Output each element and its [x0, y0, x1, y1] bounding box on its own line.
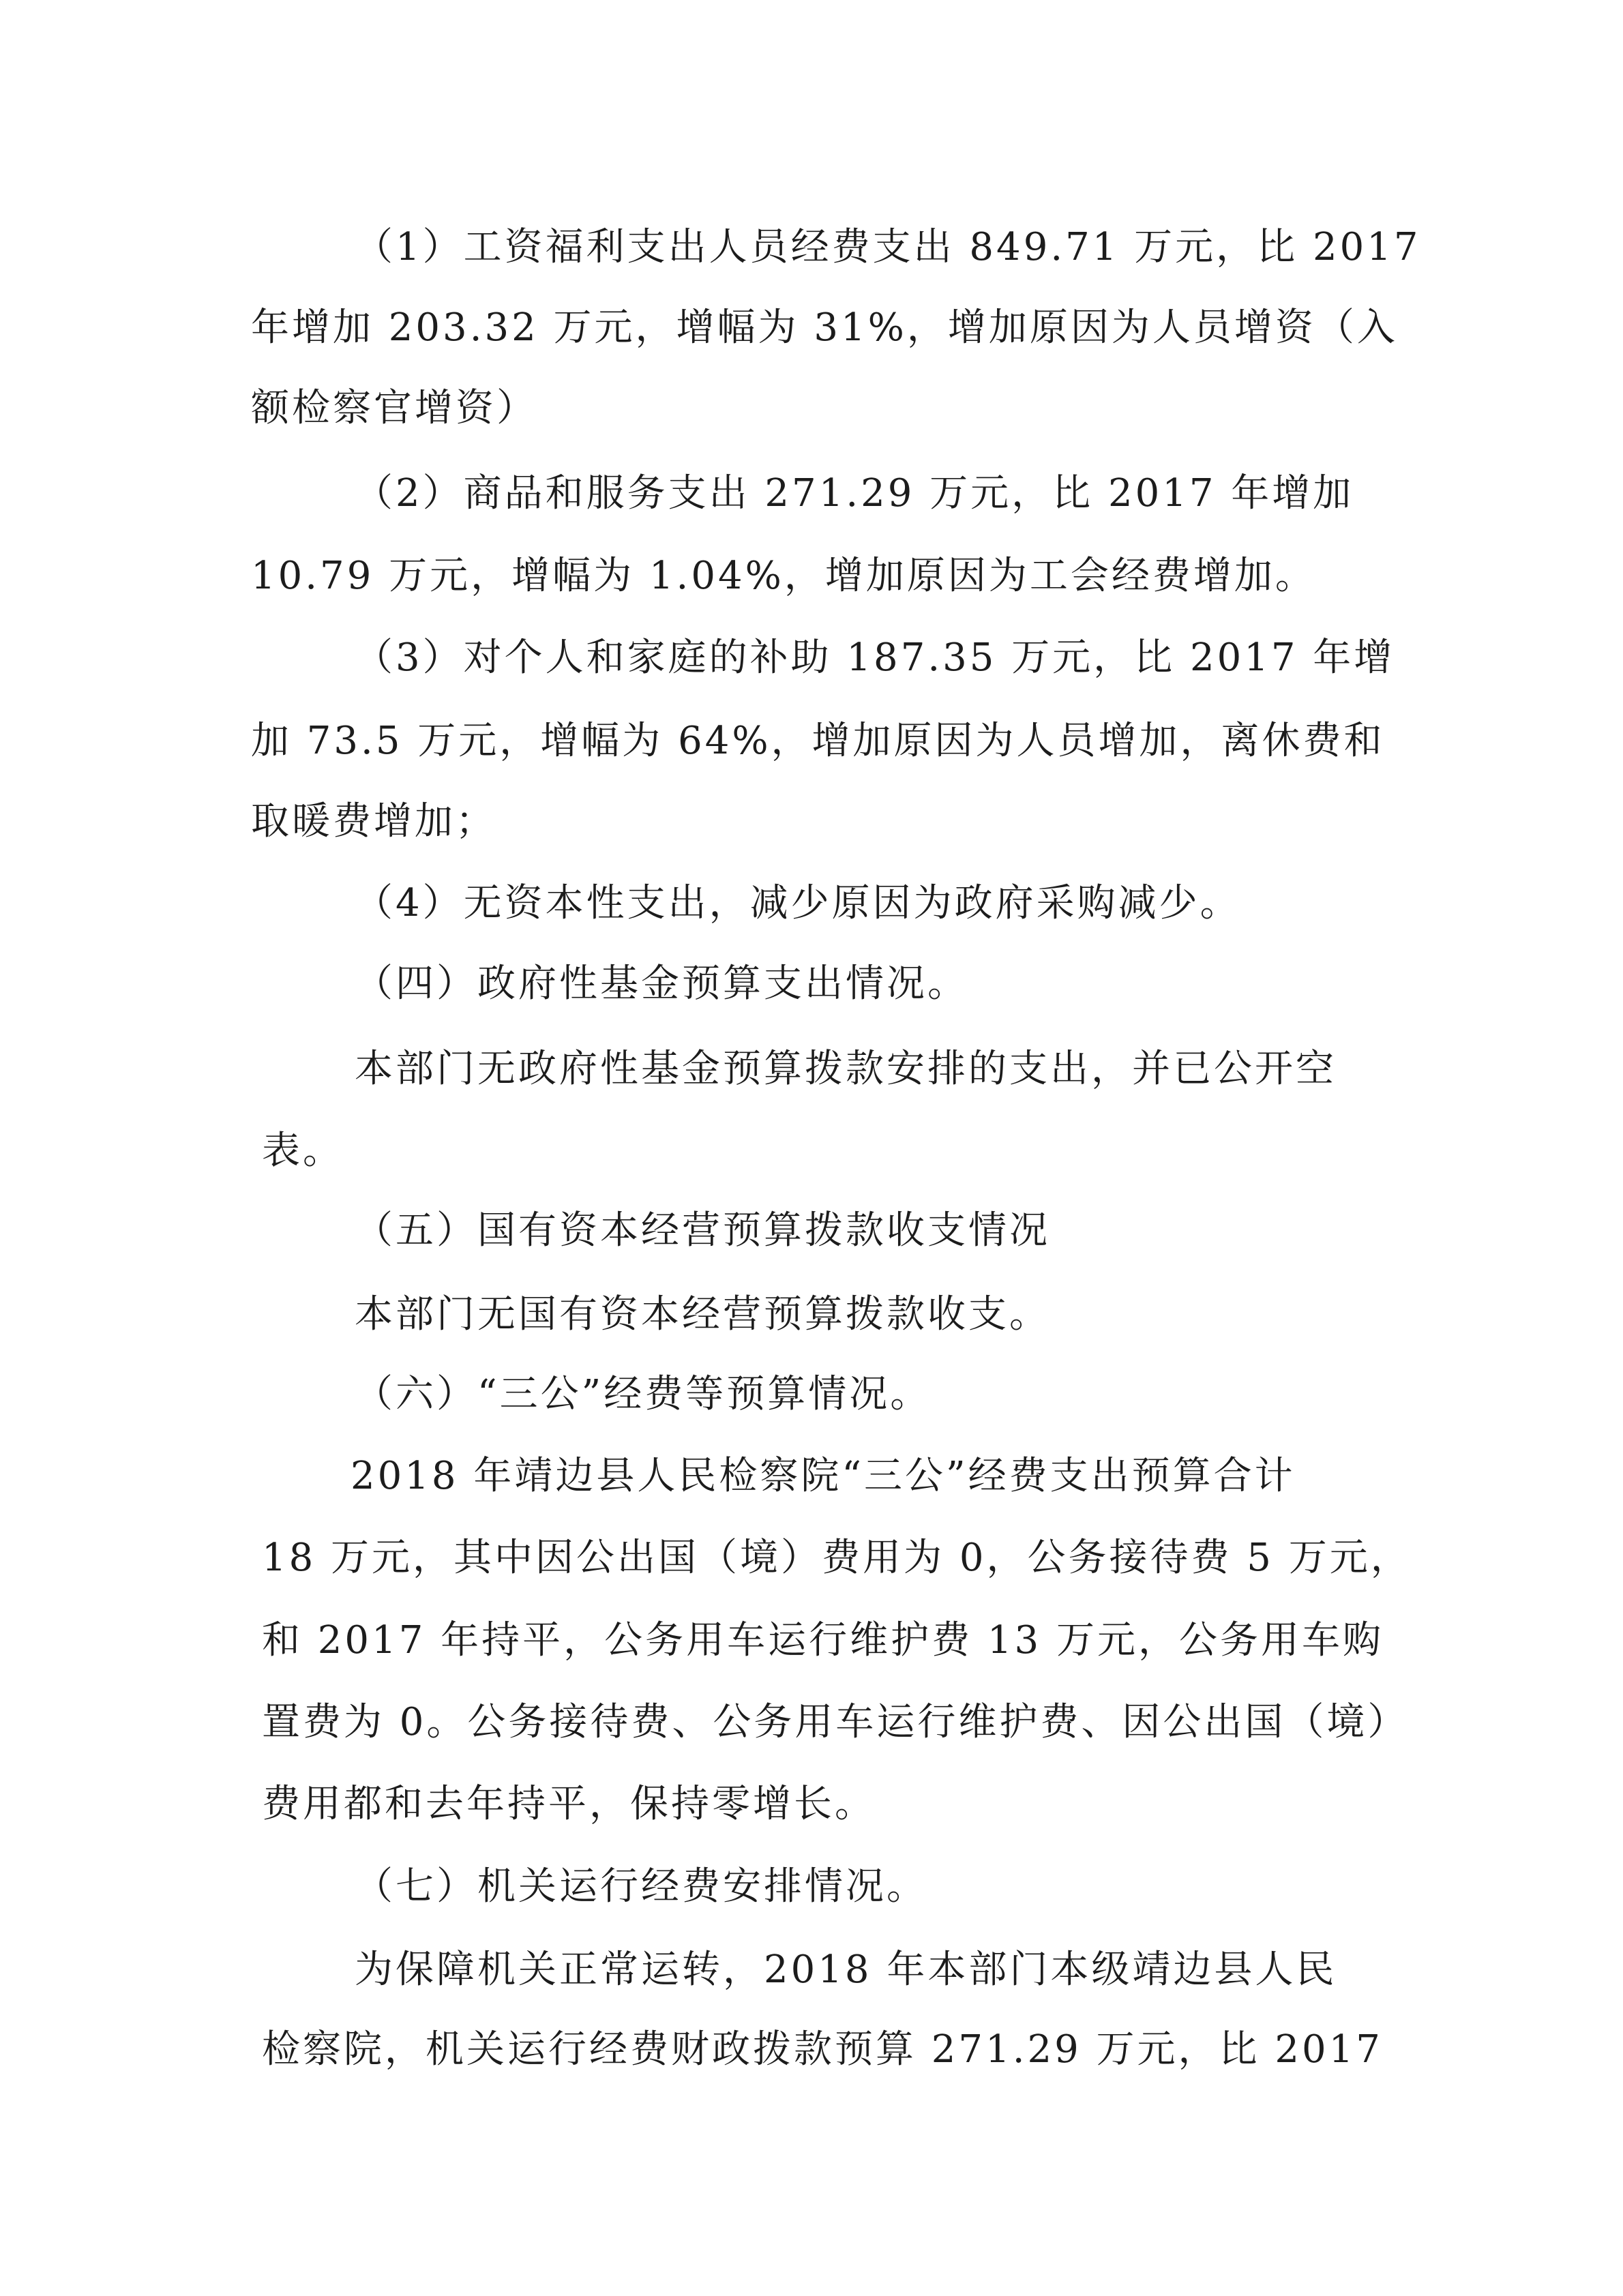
text-line: （1）工资福利支出人员经费支出 849.71 万元，比 2017: [355, 225, 1421, 269]
text-line: （2）商品和服务支出 271.29 万元，比 2017 年增加: [355, 471, 1354, 516]
text-line: 10.79 万元，增幅为 1.04%，增加原因为工会经费增加。: [251, 554, 1316, 598]
text-line: 2018 年靖边县人民检察院“三公”经费支出预算合计: [351, 1454, 1296, 1498]
text-line: 费用都和去年持平，保持零增长。: [262, 1782, 876, 1826]
section-heading: （七）机关运行经费安排情况。: [355, 1864, 927, 1909]
text-line: 为保障机关正常运转，2018 年本部门本级靖边县人民: [355, 1948, 1337, 1992]
text-line: （4）无资本性支出，减少原因为政府采购减少。: [355, 881, 1241, 925]
text-line: 18 万元，其中因公出国（境）费用为 0，公务接待费 5 万元，: [262, 1536, 1412, 1580]
text-line: 和 2017 年持平，公务用车运行维护费 13 万元，公务用车购: [262, 1618, 1384, 1663]
section-heading: （六）“三公”经费等预算情况。: [355, 1372, 932, 1416]
text-line: 检察院，机关运行经费财政拨款预算 271.29 万元，比 2017: [262, 2027, 1383, 2072]
text-line: （3）对个人和家庭的补助 187.35 万元，比 2017 年增: [355, 636, 1395, 680]
text-line: 本部门无国有资本经营预算拨款收支。: [355, 1292, 1050, 1337]
text-line: 年增加 203.32 万元，增幅为 31%，增加原因为人员增资（入: [251, 305, 1398, 350]
section-heading: （五）国有资本经营预算拨款收支情况: [355, 1208, 1050, 1253]
text-line: 额检察官增资）: [251, 386, 537, 430]
text-line: 加 73.5 万元，增幅为 64%，增加原因为人员增加，离休费和: [251, 719, 1385, 763]
text-line: 取暖费增加；: [251, 799, 496, 844]
text-line: 表。: [262, 1129, 344, 1173]
text-line: 置费为 0。公务接待费、公务用车运行维护费、因公出国（境）: [262, 1700, 1409, 1744]
section-heading: （四）政府性基金预算支出情况。: [355, 961, 968, 1006]
text-line: 本部门无政府性基金预算拨款安排的支出，并已公开空: [355, 1047, 1337, 1091]
